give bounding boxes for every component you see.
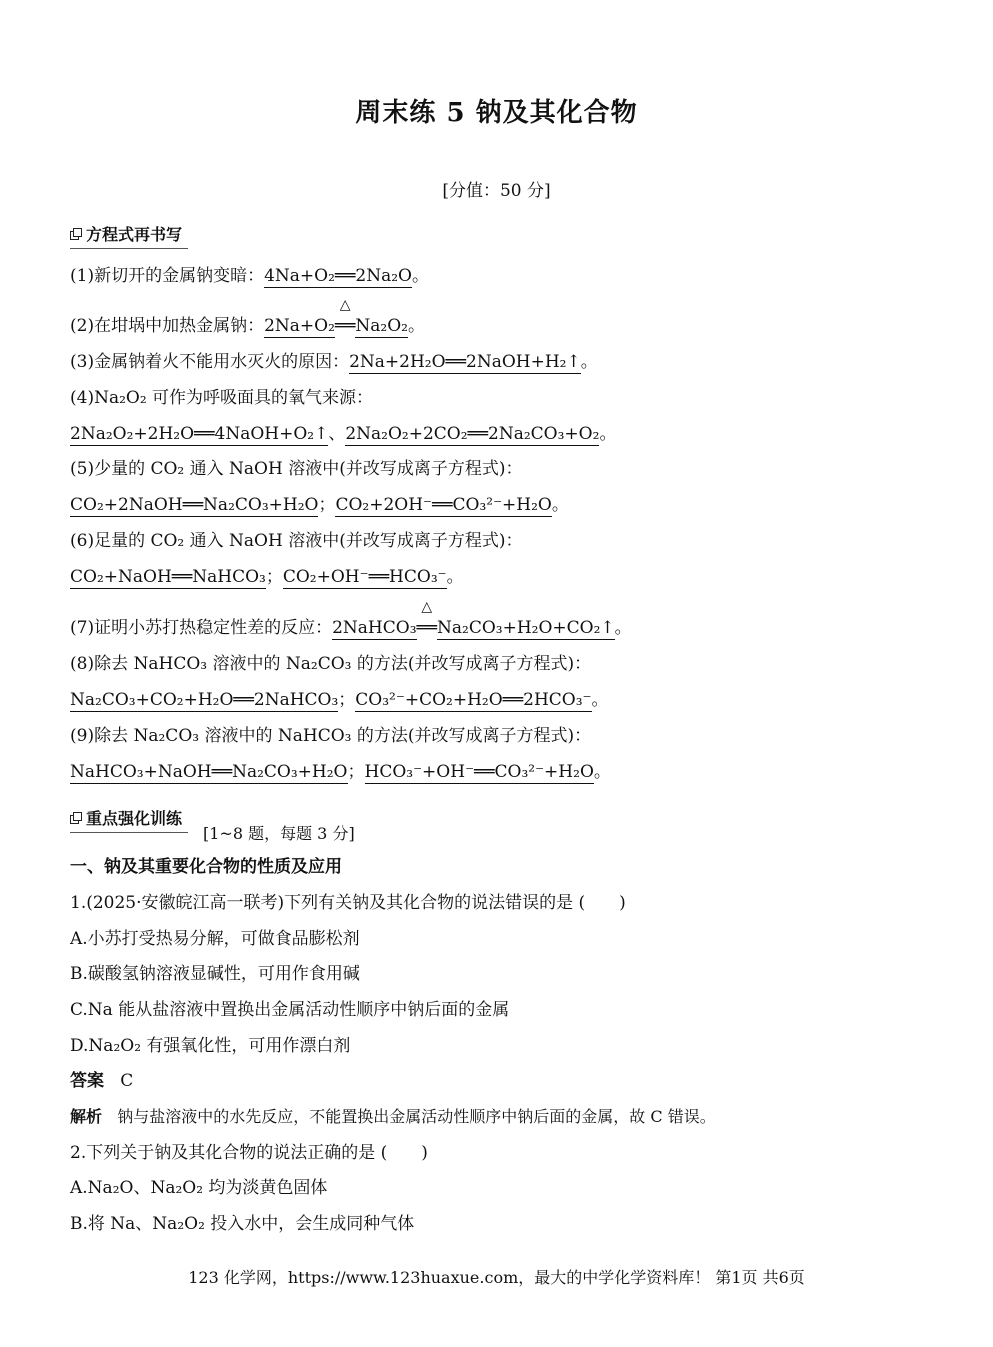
q4-answer-a: 2Na₂O₂+2H₂O══4NaOH+O₂↑ (70, 424, 329, 444)
question-2-stem: 2.下列关于钠及其化合物的说法正确的是 ( ) (70, 1143, 428, 1163)
equation-q2: (2)在坩埚中加热金属钠：2Na+O₂ △ ══Na₂O₂。 (70, 297, 425, 336)
equation-q3: (3)金属钠着火不能用水灭火的原因：2Na+2H₂O══2NaOH+H₂↑。 (70, 352, 598, 372)
q8-answer-a: Na₂CO₃+CO₂+H₂O══2NaHCO₃ (70, 690, 339, 710)
heat-condition: △ ══ (334, 297, 356, 336)
section-header-equations (70, 222, 188, 249)
section-icon (70, 812, 81, 823)
equation-q8-answer: Na₂CO₃+CO₂+H₂O══2NaHCO₃；CO₃²⁻+CO₂+H₂O══2HCO₃⁻。 (70, 690, 609, 710)
q2-answer-right: Na₂O₂ (355, 316, 408, 336)
q7-answer-right: Na₂CO₃+H₂O+CO₂↑ (437, 618, 615, 638)
q9-answer-a: NaHCO₃+NaOH══Na₂CO₃+H₂O (70, 762, 348, 782)
equation-q1: (1)新切开的金属钠变暗：4Na+O₂══2Na₂O。 (70, 266, 429, 286)
q4-prompt: (4)Na₂O₂ 可作为呼吸面具的氧气来源： (70, 388, 374, 408)
question-1-option-c: C.Na 能从盐溶液中置换出金属活动性顺序中钠后面的金属 (70, 1000, 510, 1020)
q7-prompt: (7)证明小苏打热稳定性差的反应： (70, 618, 333, 638)
q2-answer-left: 2Na+O₂ (264, 316, 335, 336)
q1-answer: 4Na+O₂══2Na₂O (264, 266, 412, 286)
q7-answer-left: 2NaHCO₃ (332, 618, 417, 638)
analysis-label: 解析 (70, 1107, 103, 1126)
part-heading: 一、钠及其重要化合物的性质及应用 (70, 857, 342, 877)
equation-q8-prompt (70, 654, 591, 674)
section-label: 方程式再书写 (86, 225, 183, 244)
question-2-option-b: B.将 Na、Na₂O₂ 投入水中，会生成同种气体 (70, 1214, 415, 1234)
section-label: 重点强化训练 (86, 809, 183, 828)
question-1-stem: 1.(2025·安徽皖江高一联考)下列有关钠及其化合物的说法错误的是 ( ) (70, 893, 626, 913)
q5-answer-b: CO₂+2OH⁻══CO₃²⁻+H₂O (335, 495, 552, 515)
question-1-answer (70, 1071, 133, 1091)
section-header-training (70, 806, 188, 833)
question-1-option-b: B.碳酸氢钠溶液显碱性，可用作食用碱 (70, 964, 360, 984)
q9-prompt: (9)除去 Na₂CO₃ 溶液中的 NaHCO₃ 的方法(并改写成离子方程式)： (70, 726, 592, 746)
q3-prompt: (3)金属钠着火不能用水灭火的原因： (70, 352, 350, 372)
q6-answer-a: CO₂+NaOH══NaHCO₃ (70, 567, 266, 587)
q9-answer-b: HCO₃⁻+OH⁻══CO₃²⁻+H₂O (364, 762, 594, 782)
equation-q7: (7)证明小苏打热稳定性差的反应：2NaHCO₃ △ ══Na₂CO₃+H₂O+CO₂↑。 (70, 599, 632, 638)
question-1-analysis (70, 1107, 716, 1126)
question-2-option-a: A.Na₂O、Na₂O₂ 均为淡黄色固体 (70, 1178, 328, 1198)
answer-value: C (120, 1071, 134, 1091)
page-footer: 123 化学网，https://www.123huaxue.com，最大的中学化学资料库！ 第1页 共6页 (188, 1268, 805, 1287)
question-1-option-d: D.Na₂O₂ 有强氧化性，可用作漂白剂 (70, 1036, 351, 1056)
q8-prompt: (8)除去 NaHCO₃ 溶液中的 Na₂CO₃ 的方法(并改写成离子方程式)： (70, 654, 592, 674)
heat-condition-q7: △ ══ (416, 599, 437, 638)
equation-q6-answer: CO₂+NaOH══NaHCO₃；CO₂+OH⁻══HCO₃⁻。 (70, 567, 464, 587)
equation-q5-answer: CO₂+2NaOH══Na₂CO₃+H₂O；CO₂+2OH⁻══CO₃²⁻+H₂O。 (70, 495, 569, 515)
equation-q4-prompt (70, 388, 373, 408)
question-1-option-a: A.小苏打受热易分解，可做食品膨松剂 (70, 929, 360, 949)
q1-prompt: (1)新切开的金属钠变暗： (70, 266, 265, 286)
heat-icon: △ (421, 599, 433, 615)
q4-answer-b: 2Na₂O₂+2CO₂══2Na₂CO₃+O₂ (345, 424, 600, 444)
q3-answer: 2Na+2H₂O══2NaOH+H₂↑ (349, 352, 581, 372)
section-icon (70, 228, 81, 239)
equation-q9-prompt (70, 726, 591, 746)
page-title: 周末练 5 钠及其化合物 (355, 98, 638, 128)
answer-label: 答案 (70, 1071, 104, 1091)
equation-q4-answer: 2Na₂O₂+2H₂O══4NaOH+O₂↑、2Na₂O₂+2CO₂══2Na₂CO₃+O₂。 (70, 424, 617, 444)
q6-answer-b: CO₂+OH⁻══HCO₃⁻ (282, 567, 447, 587)
q2-prompt: (2)在坩埚中加热金属钠： (70, 316, 265, 336)
q5-prompt: (5)少量的 CO₂ 通入 NaOH 溶液中(并改写成离子方程式)： (70, 459, 523, 479)
equation-q9-answer: NaHCO₃+NaOH══Na₂CO₃+H₂O；HCO₃⁻+OH⁻══CO₃²⁻+H₂O。 (70, 762, 611, 782)
equation-q5-prompt (70, 459, 523, 479)
score-label: [分值：50 分] (442, 181, 551, 201)
score-range: [1~8 题，每题 3 分] (203, 824, 355, 843)
heat-icon: △ (339, 297, 351, 313)
q6-prompt: (6)足量的 CO₂ 通入 NaOH 溶液中(并改写成离子方程式)： (70, 531, 523, 551)
q5-answer-a: CO₂+2NaOH══Na₂CO₃+H₂O (70, 495, 319, 515)
analysis-text: 钠与盐溶液中的水先反应，不能置换出金属活动性顺序中钠后面的金属，故 C 错误。 (117, 1107, 716, 1126)
equation-q6-prompt (70, 531, 523, 551)
q8-answer-b: CO₃²⁻+CO₂+H₂O══2HCO₃⁻ (355, 690, 592, 710)
